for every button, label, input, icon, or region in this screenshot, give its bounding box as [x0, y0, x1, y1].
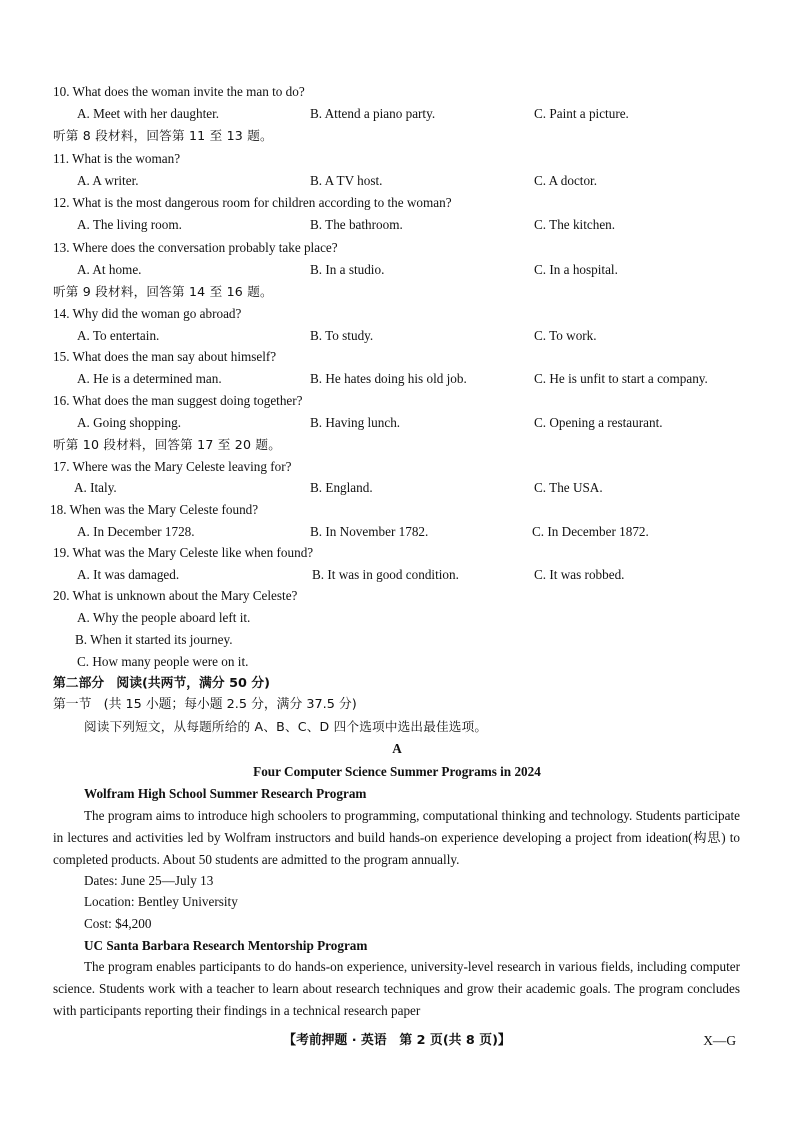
part-label: 第二部分: [53, 676, 105, 691]
option-c: C. In a hospital.: [534, 262, 618, 277]
option-a: A. He is a determined man.: [77, 371, 222, 386]
passage-title: Four Computer Science Summer Programs in 2024: [253, 764, 541, 779]
option-a: A. Going shopping.: [77, 415, 182, 430]
program-one-description: The program aims to introduce high schoolers to programming, computational thinking and technology. Students participate in lectures and activities led by Wolfram instructors and build hands-on experience developing a project from ideation(构思) to completed products. About 50 students are admitted to the program annually.: [53, 808, 740, 867]
question-stem: 12. What is the most dangerous room for children according to the woman?: [53, 195, 452, 210]
question-19: [0, 542, 794, 564]
question-stem: 11. What is the woman?: [53, 151, 181, 166]
directions-section-10: 听第 10 段材料，回答第 17 至 20 题。: [53, 437, 282, 452]
question-15-options: [0, 368, 794, 390]
question-12-options: [0, 214, 794, 236]
option-b: B. It was in good condition.: [312, 567, 459, 582]
question-stem: 18. When was the Mary Celeste found?: [50, 502, 259, 517]
option-c: C. To work.: [534, 328, 597, 343]
option-c: C. The USA.: [534, 480, 603, 495]
passage-letter: A: [392, 741, 402, 756]
option-b: B. To study.: [310, 328, 374, 343]
section-detail: (共 15 小题；每小题 2.5 分，满分 37.5 分): [103, 697, 357, 712]
question-20: [0, 585, 794, 607]
question-13: [0, 237, 794, 259]
option-c: C. How many people were on it.: [77, 654, 249, 669]
program-one-cost: Cost: $4,200: [84, 916, 152, 931]
question-16-options: [0, 412, 794, 434]
question-stem: 15. What does the man say about himself?: [53, 349, 277, 364]
option-a: A. To entertain.: [77, 328, 160, 343]
question-10-options: [0, 103, 794, 125]
program-two-heading: UC Santa Barbara Research Mentorship Program: [84, 938, 368, 953]
question-stem: 14. Why did the woman go abroad?: [53, 306, 242, 321]
option-b: B. In a studio.: [310, 262, 385, 277]
question-13-options: [0, 259, 794, 281]
question-20-option-c: [0, 651, 794, 673]
section-one-heading: [0, 694, 794, 716]
directions-section-8: 听第 8 段材料，回答第 11 至 13 题。: [53, 128, 273, 143]
question-20-option-b: [0, 629, 794, 651]
question-11-options: [0, 170, 794, 192]
question-stem: 17. Where was the Mary Celeste leaving for?: [53, 459, 292, 474]
program-one-location: Location: Bentley University: [84, 894, 238, 909]
option-a: A. A writer.: [77, 173, 139, 188]
question-11: [0, 148, 794, 170]
question-stem: 16. What does the man suggest doing together?: [53, 393, 303, 408]
program-one-heading: Wolfram High School Summer Research Program: [84, 786, 367, 801]
question-17-options: [0, 477, 794, 499]
option-c: C. The kitchen.: [534, 217, 616, 232]
reading-instruction: 阅读下列短文，从每题所给的 A、B、C、D 四个选项中选出最佳选项。: [84, 719, 488, 734]
question-14-options: [0, 325, 794, 347]
footer-text: 【考前押题 · 英语 第 2 页(共 8 页)】: [283, 1033, 511, 1048]
question-18-options: [0, 521, 794, 543]
directions-section-9: 听第 9 段材料，回答第 14 至 16 题。: [53, 284, 273, 299]
question-18: [0, 499, 794, 521]
question-20-option-a: [0, 607, 794, 629]
option-c: C. He is unfit to start a company.: [534, 371, 708, 386]
question-stem: 20. What is unknown about the Mary Celeste?: [53, 588, 298, 603]
option-b: B. In November 1782.: [310, 524, 429, 539]
option-b: B. The bathroom.: [310, 217, 403, 232]
option-a: A. Meet with her daughter.: [77, 106, 220, 121]
option-b: B. When it started its journey.: [75, 632, 233, 647]
option-c: C. Opening a restaurant.: [534, 415, 663, 430]
question-12: [0, 192, 794, 214]
question-14: [0, 303, 794, 325]
part-title: 阅读(共两节，满分 50 分): [116, 676, 270, 691]
section-label: 第一节: [53, 697, 92, 712]
question-15: [0, 346, 794, 368]
footer-code: X—G: [703, 1033, 736, 1048]
option-a: A. It was damaged.: [77, 567, 180, 582]
program-two-description: The program enables participants to do hands-on experience, university-level research in various fields, including computer science. Students work with a teacher to learn about research techniques and grow their academic goals. The program concludes with participants reporting their findings in a technical research paper: [53, 959, 740, 1018]
option-a: A. Italy.: [74, 480, 117, 495]
option-a: A. The living room.: [77, 217, 182, 232]
option-c: C. In December 1872.: [532, 524, 649, 539]
question-stem: 10. What does the woman invite the man to do?: [53, 84, 305, 99]
option-a: A. In December 1728.: [77, 524, 195, 539]
program-one-dates: Dates: June 25—July 13: [84, 873, 214, 888]
option-b: B. He hates doing his old job.: [310, 371, 467, 386]
page-footer: [0, 1030, 794, 1052]
option-b: B. A TV host.: [310, 173, 383, 188]
question-stem: 13. Where does the conversation probably take place?: [53, 240, 338, 255]
option-c: C. A doctor.: [534, 173, 598, 188]
option-b: B. England.: [310, 480, 373, 495]
option-a: A. At home.: [77, 262, 142, 277]
option-c: C. It was robbed.: [534, 567, 625, 582]
question-stem: 19. What was the Mary Celeste like when found?: [53, 545, 314, 560]
question-19-options: [0, 564, 794, 586]
option-c: C. Paint a picture.: [534, 106, 629, 121]
option-b: B. Attend a piano party.: [310, 106, 436, 121]
question-10: [0, 81, 794, 103]
question-16: [0, 390, 794, 412]
part-two-heading: [0, 673, 794, 695]
option-b: B. Having lunch.: [310, 415, 401, 430]
option-a: A. Why the people aboard left it.: [77, 610, 251, 625]
question-17: [0, 456, 794, 478]
